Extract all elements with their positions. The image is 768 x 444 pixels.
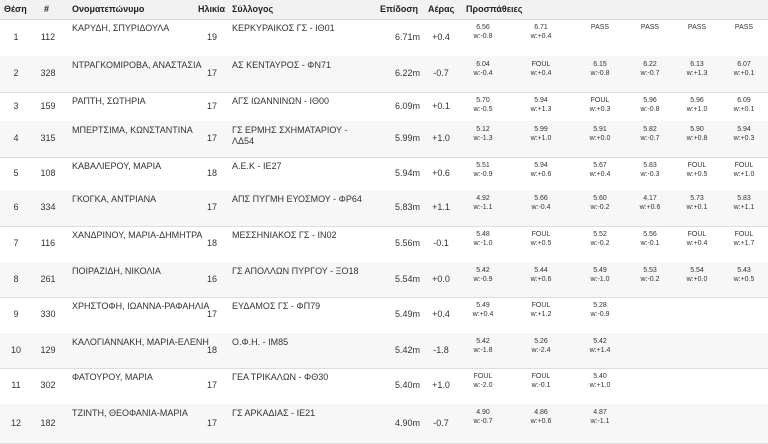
attempt-cell [515,372,567,390]
header-club: Σύλλογος [232,4,274,14]
attempt-cell [671,230,723,248]
attempt-cell [574,194,626,212]
athlete-name-cell: ΧΑΝΔΡΙΝΟΥ, ΜΑΡΙΑ-ΔΗΜΗΤΡΑ [72,230,203,240]
header-bib: # [44,4,50,14]
attempt-wind: w:+0.1 [686,204,708,211]
attempt-wind: w:-0.1 [531,382,551,389]
wind-cell: -0.7 [433,418,449,428]
attempt-wind: w:-0.7 [473,418,493,425]
attempt-wind: w:-2.0 [473,382,493,389]
attempt-wind: w:-1.3 [473,135,493,142]
bib-cell: 315 [40,133,56,143]
attempt-wind: w:+0.4 [686,240,708,247]
attempt-wind: w:+1.1 [733,204,755,211]
club-cell: ΜΕΣΣΗΝΙΑΚΟΣ ΓΣ - ΙΝ02 [232,230,337,240]
attempt-cell [624,194,676,212]
position-cell: 2 [13,68,19,78]
wind-cell: +0.0 [432,274,450,284]
attempt-cell [671,60,723,78]
attempt-cell [574,96,626,114]
attempt-wind: w:-0.2 [640,276,660,283]
attempt-cell [457,23,509,41]
attempt-cell [718,194,768,212]
attempt-cell [574,301,626,319]
age-cell: 17 [206,133,217,143]
attempt-wind: w:+1.7 [733,240,755,247]
wind-cell: +0.1 [432,101,450,111]
best-mark-cell: 6.22m [394,68,420,78]
wind-cell: -0.1 [433,238,449,248]
best-mark-cell: 4.90m [394,418,420,428]
attempt-cell [515,230,567,248]
header-attempts: Προσπάθειες [466,4,523,14]
position-cell: 1 [13,32,19,42]
attempt-cell [718,125,768,143]
attempt-cell [515,337,567,355]
attempt-mark: 5.53 [643,267,657,274]
attempt-mark: 5.96 [643,97,657,104]
attempt-wind: w:+0.1 [733,70,755,77]
age-cell: 17 [206,380,217,390]
athlete-name-cell: ΚΑΒΑΛΙΕΡΟΥ, ΜΑΡΙΑ [72,161,162,171]
athlete-name-cell: ΓΚΟΓΚΑ, ΑΝΤΡΙΑΝΑ [72,194,157,204]
best-mark-cell: 5.99m [394,133,420,143]
table-row [0,368,768,405]
best-mark-cell: 5.49m [394,309,420,319]
attempt-mark: 5.90 [690,126,704,133]
attempt-cell [457,372,509,390]
attempt-mark: 5.73 [690,195,704,202]
attempt-cell [574,60,626,78]
attempt-cell [624,23,676,32]
athlete-name-cell: ΚΑΡΥΔΗ, ΣΠΥΡΙΔΟΥΛΑ [72,23,170,33]
attempt-mark: 5.96 [690,97,704,104]
attempt-wind: w:-0.5 [473,106,493,113]
header-name: Ονοματεπώνυμο [72,4,145,14]
attempt-mark: 5.99 [534,126,548,133]
wind-cell: +1.1 [432,202,450,212]
attempt-wind: w:+0.4 [530,70,552,77]
wind-cell: +1.0 [432,380,450,390]
attempt-wind: w:+0.0 [589,135,611,142]
bib-cell: 334 [40,202,56,212]
attempt-cell [574,266,626,284]
bib-cell: 129 [40,345,56,355]
position-cell: 8 [13,274,19,284]
position-cell: 9 [13,309,19,319]
attempt-cell [457,194,509,212]
attempt-cell [718,230,768,248]
attempt-mark: 4.90 [476,409,490,416]
attempt-cell [515,96,567,114]
attempt-mark: 5.44 [534,267,548,274]
table-header [0,0,768,20]
attempt-wind: w:+0.0 [686,276,708,283]
attempt-mark: 4.86 [534,409,548,416]
attempt-wind: w:+0.4 [472,311,494,318]
position-cell: 12 [10,418,21,428]
attempt-cell [457,96,509,114]
wind-cell: -1.8 [433,345,449,355]
attempt-mark: 5.60 [593,195,607,202]
attempt-wind: w:-0.8 [640,106,660,113]
attempt-cell [718,23,768,32]
attempt-cell [457,266,509,284]
bib-cell: 182 [40,418,56,428]
attempt-mark: PASS [640,24,660,31]
club-cell: ΓΣ ΑΠΟΛΛΩΝ ΠΥΡΓΟΥ - ΞΟ18 [232,266,359,276]
attempt-wind: w:+0.4 [530,33,552,40]
attempt-cell [515,23,567,41]
table-row [0,404,768,444]
age-cell: 16 [206,274,217,284]
attempt-mark: 5.54 [690,267,704,274]
table-row [0,92,768,122]
header-position: Θέση [4,4,27,14]
best-mark-cell: 6.09m [394,101,420,111]
best-mark-cell: 6.71m [394,32,420,42]
bib-cell: 108 [40,168,56,178]
attempt-mark: FOUL [687,162,707,169]
best-mark-cell: 5.83m [394,202,420,212]
attempt-mark: 4.87 [593,409,607,416]
attempt-cell [624,60,676,78]
attempt-mark: FOUL [531,231,551,238]
age-cell: 17 [206,418,217,428]
athlete-name-cell: ΠΟΙΡΑΖΙΔΗ, ΝΙΚΟΛΙΑ [72,266,161,276]
attempt-mark: 5.66 [534,195,548,202]
athlete-name-cell: ΧΡΗΣΤΟΦΗ, ΙΩΑΝΝΑ-ΡΑΦΑΗΛΙΑ [72,301,210,311]
attempt-mark: 6.15 [593,61,607,68]
attempt-mark: 5.26 [534,338,548,345]
attempt-mark: 5.83 [737,195,751,202]
attempt-mark: 5.83 [643,162,657,169]
attempt-wind: w:-0.3 [640,171,660,178]
athlete-name-cell: ΡΑΠΤΗ, ΣΩΤΗΡΙΑ [72,96,146,106]
attempt-cell [624,125,676,143]
attempt-cell [671,96,723,114]
table-row [0,226,768,263]
attempt-mark: 5.49 [476,302,490,309]
attempt-mark: 5.82 [643,126,657,133]
attempt-cell [515,301,567,319]
attempt-cell [574,161,626,179]
attempt-mark: 5.67 [593,162,607,169]
attempt-wind: w:-2.4 [531,347,551,354]
attempt-wind: w:-1.8 [473,347,493,354]
club-cell: ΓΕΑ ΤΡΙΚΑΛΩΝ - ΦΘ30 [232,372,329,382]
attempt-mark: FOUL [531,373,551,380]
wind-cell: +0.4 [432,32,450,42]
table-row [0,121,768,158]
wind-cell: +1.0 [432,133,450,143]
table-row [0,297,768,334]
attempt-mark: 5.42 [476,338,490,345]
athlete-name-cell: ΚΑΛΟΓΙΑΝΝΑΚΗ, ΜΑΡΙΑ-ΕΛΕΝΗ [72,337,209,347]
bib-cell: 116 [40,238,56,248]
attempt-wind: w:+1.3 [686,70,708,77]
attempt-mark: 6.09 [737,97,751,104]
attempt-wind: w:-0.7 [640,135,660,142]
club-cell: ΓΣ ΕΡΜΗΣ ΣΧΗΜΑΤΑΡΙΟΥ - ΛΔ54 [232,125,348,146]
table-row [0,19,768,57]
age-cell: 18 [206,168,217,178]
athlete-name-cell: ΤΖΙΝΤΗ, ΘΕΟΦΑΝΙΑ-ΜΑΡΙΑ [72,408,188,418]
attempt-wind: w:+0.5 [686,171,708,178]
age-cell: 17 [206,202,217,212]
age-cell: 18 [206,345,217,355]
attempt-wind: w:+1.4 [589,347,611,354]
attempt-wind: w:-0.8 [590,70,610,77]
attempt-mark: PASS [734,24,754,31]
position-cell: 6 [13,202,19,212]
wind-cell: +0.6 [432,168,450,178]
attempt-cell [574,372,626,390]
attempt-wind: w:+0.1 [733,106,755,113]
club-cell: ΕΥΔΑΜΟΣ ΓΣ - ΦΠ79 [232,301,321,311]
attempt-mark: 6.71 [534,24,548,31]
attempt-wind: w:+1.0 [589,382,611,389]
wind-cell: +0.4 [432,309,450,319]
table-row [0,333,768,369]
position-cell: 3 [13,101,19,111]
attempt-mark: 5.91 [593,126,607,133]
bib-cell: 112 [40,32,56,42]
age-cell: 18 [206,238,217,248]
header-best: Επίδοση [380,4,419,14]
attempt-wind: w:-0.7 [640,70,660,77]
athlete-name-cell: ΜΠΕΡΤΣΙΜΑ, ΚΩΝΣΤΑΝΤΙΝΑ [72,125,193,135]
attempt-cell [457,337,509,355]
attempt-cell [574,125,626,143]
bib-cell: 328 [40,68,56,78]
club-cell: ΑΓΣ ΙΩΑΝΝΙΝΩΝ - ΙΘ00 [232,96,329,106]
attempt-wind: w:+0.6 [530,276,552,283]
attempt-cell [574,230,626,248]
attempt-cell [515,125,567,143]
attempt-cell [457,230,509,248]
attempt-wind: w:+1.0 [530,135,552,142]
attempt-cell [574,337,626,355]
attempt-cell [457,161,509,179]
attempt-cell [515,60,567,78]
bib-cell: 330 [40,309,56,319]
attempt-cell [457,301,509,319]
attempt-cell [457,125,509,143]
attempt-cell [515,266,567,284]
attempt-wind: w:-1.0 [473,240,493,247]
attempt-cell [624,266,676,284]
attempt-mark: 5.43 [737,267,751,274]
attempt-cell [671,161,723,179]
attempt-wind: w:-1.0 [590,276,610,283]
best-mark-cell: 5.54m [394,274,420,284]
attempt-wind: w:-0.1 [640,240,660,247]
table-row [0,56,768,93]
bib-cell: 302 [40,380,56,390]
attempt-mark: 5.94 [534,162,548,169]
attempt-mark: 5.94 [534,97,548,104]
header-age: Ηλικία [198,4,226,14]
attempt-mark: FOUL [473,373,493,380]
attempt-mark: 5.49 [593,267,607,274]
attempt-wind: w:+0.3 [733,135,755,142]
attempt-cell [718,266,768,284]
attempt-mark: 6.22 [643,61,657,68]
club-cell: ΓΣ ΑΡΚΑΔΙΑΣ - ΙΕ21 [232,408,316,418]
attempt-mark: 5.52 [593,231,607,238]
bib-cell: 159 [40,101,56,111]
best-mark-cell: 5.56m [394,238,420,248]
bib-cell: 261 [40,274,56,284]
age-cell: 17 [206,101,217,111]
attempt-cell [718,60,768,78]
club-cell: Α.Ε.Κ - ΙΕ27 [232,161,282,171]
attempt-cell [718,161,768,179]
attempt-mark: 4.92 [476,195,490,202]
wind-cell: -0.7 [433,68,449,78]
attempt-mark: 5.28 [593,302,607,309]
attempt-cell [671,194,723,212]
attempt-cell [624,161,676,179]
attempt-wind: w:+1.0 [686,106,708,113]
position-cell: 11 [11,380,21,390]
attempt-mark: 5.56 [643,231,657,238]
table-row [0,190,768,227]
attempt-cell [671,266,723,284]
attempt-cell [515,408,567,426]
attempt-wind: w:+0.4 [589,171,611,178]
attempt-wind: w:+1.3 [530,106,552,113]
attempt-wind: w:-1.1 [590,418,610,425]
club-cell: ΑΠΣ ΠΥΓΜΗ ΕΥΟΣΜΟΥ - ΦΡ64 [232,194,362,204]
attempt-wind: w:+1.2 [530,311,552,318]
attempt-wind: w:+0.8 [686,135,708,142]
attempt-cell [624,230,676,248]
attempt-mark: FOUL [734,162,754,169]
attempt-cell [624,96,676,114]
best-mark-cell: 5.94m [394,168,420,178]
position-cell: 5 [13,168,19,178]
best-mark-cell: 5.40m [394,380,420,390]
attempt-mark: 5.40 [593,373,607,380]
attempt-mark: 6.56 [476,24,490,31]
attempt-wind: w:-0.9 [473,171,493,178]
attempt-wind: w:-0.4 [531,204,551,211]
age-cell: 17 [206,68,217,78]
attempt-wind: w:+0.6 [530,171,552,178]
attempt-wind: w:-0.2 [590,204,610,211]
attempt-mark: FOUL [734,231,754,238]
attempt-wind: w:+0.3 [589,106,611,113]
attempt-mark: PASS [590,24,610,31]
attempt-cell [671,23,723,32]
attempt-wind: w:+1.0 [733,171,755,178]
attempt-mark: FOUL [531,302,551,309]
position-cell: 7 [13,238,19,248]
attempt-cell [457,408,509,426]
attempt-mark: 6.07 [737,61,751,68]
attempt-mark: FOUL [531,61,551,68]
attempt-mark: PASS [687,24,707,31]
attempt-cell [515,194,567,212]
attempt-wind: w:+0.6 [530,418,552,425]
attempt-mark: 6.04 [476,61,490,68]
attempt-wind: w:-1.1 [473,204,493,211]
attempt-wind: w:-0.2 [590,240,610,247]
attempt-wind: w:-0.4 [473,70,493,77]
position-cell: 4 [13,133,19,143]
attempt-mark: 5.12 [476,126,490,133]
attempt-mark: 5.70 [476,97,490,104]
attempt-mark: 6.13 [690,61,704,68]
attempt-wind: w:-0.8 [473,33,493,40]
header-wind: Αέρας [428,4,455,14]
attempt-cell [718,96,768,114]
club-cell: ΑΣ ΚΕΝΤΑΥΡΟΣ - ΦΝ71 [232,60,331,70]
attempt-cell [574,23,626,32]
attempt-wind: w:-0.9 [473,276,493,283]
attempt-cell [574,408,626,426]
position-cell: 10 [10,345,21,355]
attempt-mark: 4.17 [643,195,657,202]
club-cell: ΚΕΡΚΥΡΑΙΚΟΣ ΓΣ - ΙΘ01 [232,23,335,33]
attempt-mark: 5.42 [476,267,490,274]
attempt-cell [457,60,509,78]
attempt-mark: 5.42 [593,338,607,345]
athlete-name-cell: ΦΑΤΟΥΡΟΥ, ΜΑΡΙΑ [72,372,153,382]
attempt-wind: w:+0.6 [639,204,661,211]
attempt-mark: 5.94 [737,126,751,133]
club-cell: Ο.Φ.Η. - ΙΜ85 [232,337,289,347]
attempt-mark: FOUL [590,97,610,104]
attempt-wind: w:+0.5 [733,276,755,283]
best-mark-cell: 5.42m [394,345,420,355]
attempt-cell [515,161,567,179]
attempt-wind: w:-0.9 [590,311,610,318]
attempt-mark: 5.48 [476,231,490,238]
attempt-mark: FOUL [687,231,707,238]
age-cell: 17 [206,309,217,319]
attempt-wind: w:+0.5 [530,240,552,247]
table-row [0,157,768,191]
age-cell: 19 [206,32,217,42]
athlete-name-cell: ΝΤΡΑΓΚΟΜΙΡΟΒΑ, ΑΝΑΣΤΑΣΙΑ [72,60,202,70]
attempt-mark: 5.51 [476,162,490,169]
attempt-cell [671,125,723,143]
table-row [0,262,768,298]
